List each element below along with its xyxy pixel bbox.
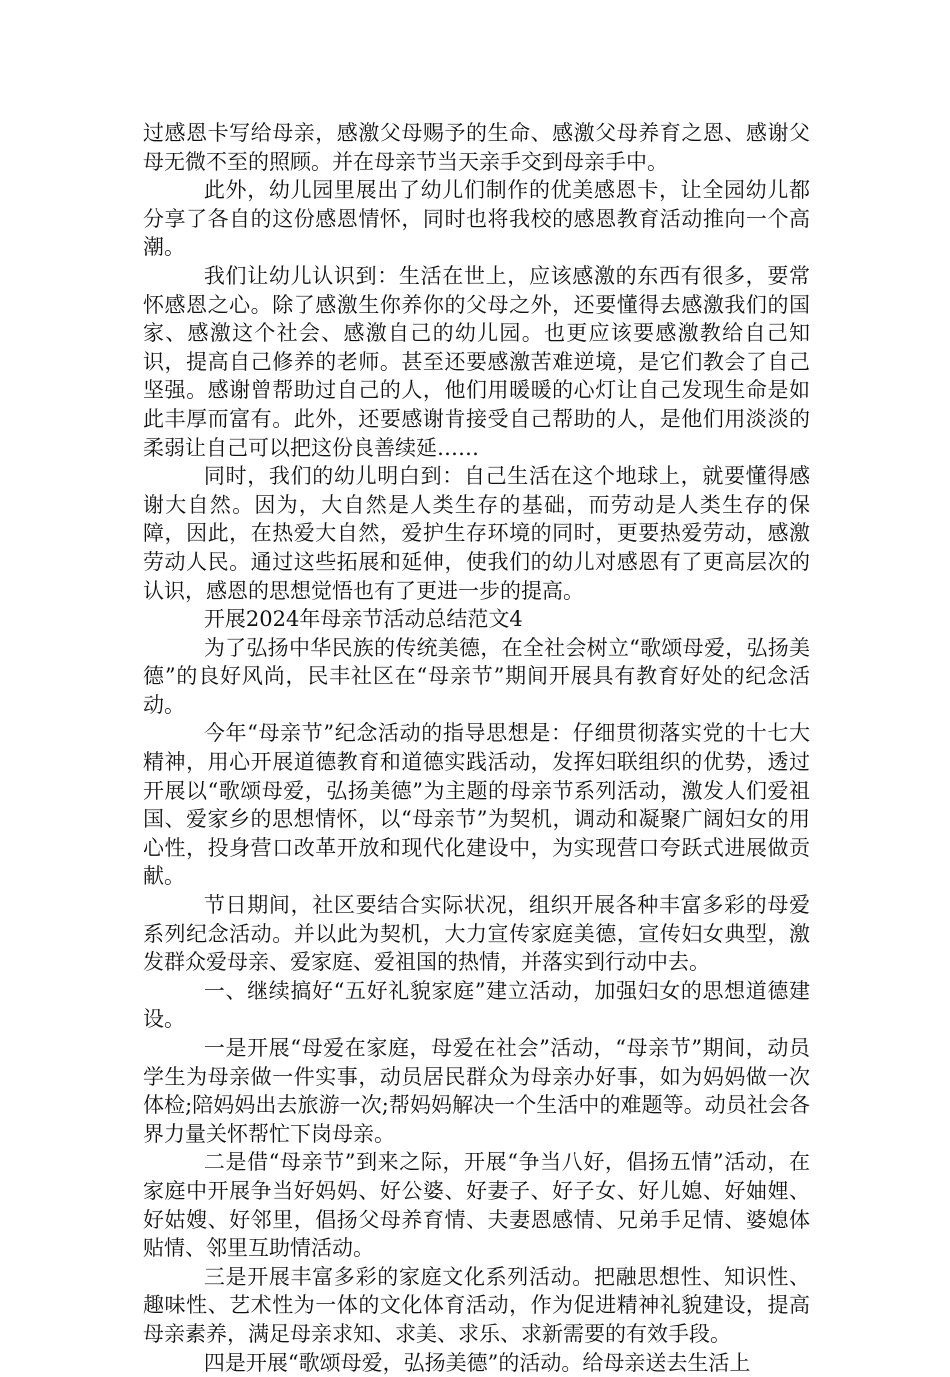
paragraph: 我们让幼儿认识到：生活在世上，应该感激的东西有很多，要常怀感恩之心。除了感激生你养你的父母之外，还要懂得去感激我们的国家、感激这个社会、感激自己的幼儿园。也更应该要感激教给自己知识，提高自己修养的老师。甚至还要感激苦难逆境，是它们教会了自己坚强。感谢曾帮助过自己的人，他们用暖暖的心灯让自己发现生命是如此丰厚而富有。此外，还要感谢肯接受自己帮助的人，是他们用淡淡的柔弱让自己可以把这份良善续延…… <box>143 263 810 460</box>
paragraph: 此外，幼儿园里展出了幼儿们制作的优美感恩卡，让全园幼儿都分享了各自的这份感恩情怀，同时也将我校的感恩教育活动推向一个高潮。 <box>143 178 810 260</box>
paragraph: 为了弘扬中华民族的传统美德，在全社会树立“歌颂母爱，弘扬美德”的良好风尚，民丰社区在“母亲节”期间开展具有教育好处的纪念活动。 <box>143 635 810 717</box>
document-body <box>143 119 810 1377</box>
paragraph: 三是开展丰富多彩的家庭文化系列活动。把融思想性、知识性、趣味性、艺术性为一体的文化体育活动，作为促进精神礼貌建设，提高母亲素养，满足母亲求知、求美、求乐、求新需要的有效手段。 <box>143 1264 810 1346</box>
paragraph: 节日期间，社区要结合实际状况，组织开展各种丰富多彩的母爱系列纪念活动。并以此为契机，大力宣传家庭美德，宣传妇女典型，激发群众爱母亲、爱家庭、爱祖国的热情，并落实到行动中去。 <box>143 893 810 975</box>
paragraph: 一是开展“母爱在家庭，母爱在社会”活动，“母亲节”期间，动员学生为母亲做一件实事，动员居民群众为母亲办好事，如为妈妈做一次体检;陪妈妈出去旅游一次;帮妈妈解决一个生活中的难题等。动员社会各界力量关怀帮忙下岗母亲。 <box>143 1036 810 1146</box>
paragraph: 同时，我们的幼儿明白到：自己生活在这个地球上，就要懂得感谢大自然。因为，大自然是人类生存的基础，而劳动是人类生存的保障，因此，在热爱大自然，爱护生存环境的同时，更要热爱劳动，感激劳动人民。通过这些拓展和延伸，使我们的幼儿对感恩有了更高层次的认识，感恩的思想觉悟也有了更进一步的提高。 <box>143 464 810 603</box>
paragraph: 今年“母亲节”纪念活动的指导思想是：仔细贯彻落实党的十七大精神，用心开展道德教育和道德实践活动，发挥妇联组织的优势，透过开展以“歌颂母爱，弘扬美德”为主题的母亲节系列活动，激发人们爱祖国、爱家乡的思想情怀，以“母亲节”为契机，调动和凝聚广阔妇女的用心性，投身营口改革开放和现代化建设中，为实现营口夸跃式进展做贡献。 <box>143 721 810 889</box>
paragraph: 四是开展“歌颂母爱，弘扬美德”的活动。给母亲送去生活上 <box>203 1350 751 1375</box>
paragraph: 过感恩卡写给母亲，感激父母赐予的生命、感激父母养育之恩、感谢父母无微不至的照顾。并在母亲节当天亲手交到母亲手中。 <box>143 121 810 174</box>
paragraph: 二是借“母亲节”到来之际，开展“争当八好，倡扬五情”活动，在家庭中开展争当好妈妈、好公婆、好妻子、好子女、好儿媳、好妯娌、好姑嫂、好邻里，倡扬父母养育情、夫妻恩感情、兄弟手足情、婆媳体贴情、邻里互助情活动。 <box>143 1150 810 1261</box>
section-heading: 开展2024年母亲节活动总结范文4 <box>203 607 523 632</box>
paragraph: 一、继续搞好“五好礼貌家庭”建立活动，加强妇女的思想道德建设。 <box>143 978 810 1032</box>
